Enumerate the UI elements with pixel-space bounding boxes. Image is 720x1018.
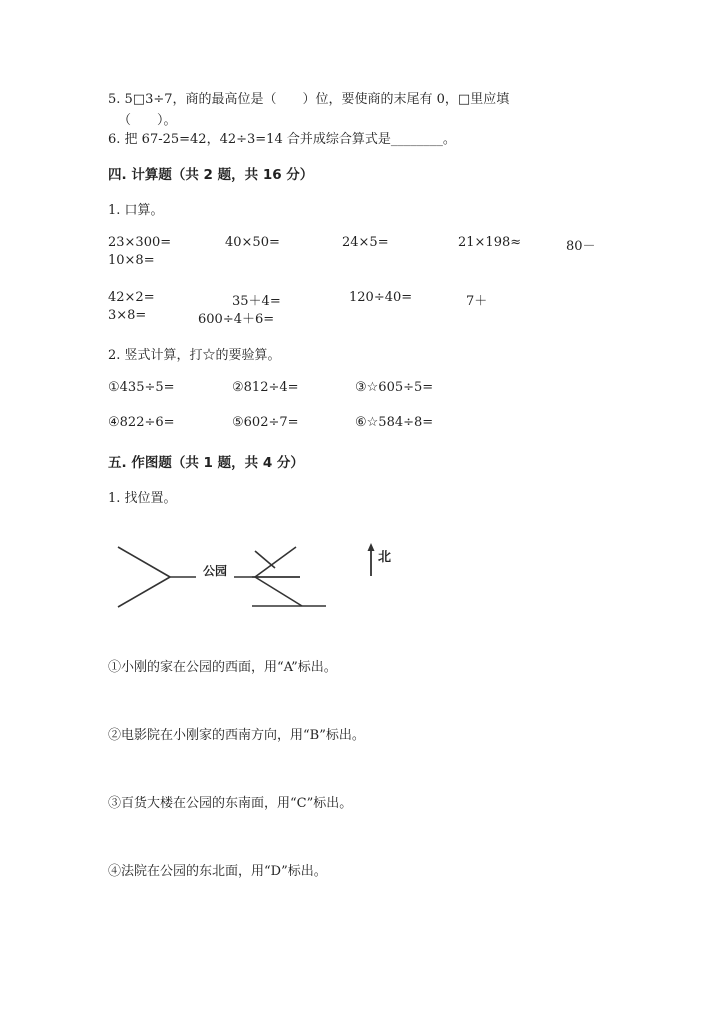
question-5-line2: （ ）。	[118, 113, 177, 128]
vertical-calc-item: ②812÷4=	[232, 380, 299, 395]
north-label: 北	[378, 550, 392, 565]
task-a: ①小刚的家在公园的西面，用“A”标出。	[108, 660, 337, 675]
vertical-calc-item: ⑤602÷7=	[232, 415, 299, 430]
oral-calc-item: 3×8=	[108, 308, 147, 323]
map-road-west-upper	[118, 547, 170, 577]
vertical-calc-title: 2. 竖式计算，打☆的要验算。	[108, 348, 281, 363]
oral-calc-item: 40×50=	[225, 235, 280, 250]
question-5-line1: 5. 5□3÷7，商的最高位是（ ）位，要使商的末尾有 0，□里应填	[108, 92, 510, 107]
oral-calc-item: 42×2=	[108, 290, 155, 305]
map-road-ne-lower	[255, 547, 296, 577]
section-4-heading: 四. 计算题（共 2 题，共 16 分）	[108, 167, 314, 183]
oral-calc-title: 1. 口算。	[108, 203, 164, 218]
oral-calc-item: 10×8=	[108, 253, 155, 268]
task-c: ③百货大楼在公园的东南面，用“C”标出。	[108, 796, 353, 811]
vertical-calc-item: ③☆605÷5=	[355, 380, 434, 395]
oral-calc-item: 600÷4＋6=	[198, 312, 275, 327]
question-6: 6. 把 67-25=42，42÷3=14 合并成综合算式是________。	[108, 132, 456, 147]
oral-calc-item: 35＋4=	[232, 294, 281, 309]
map-road-west-lower	[118, 577, 170, 607]
task-b: ②电影院在小刚家的西南方向，用“B”标出。	[108, 728, 365, 743]
oral-calc-item: 24×5=	[342, 235, 389, 250]
north-arrow-head	[368, 543, 375, 551]
vertical-calc-item: ⑥☆584÷8=	[355, 415, 434, 430]
task-d: ④法院在公园的东北面，用“D”标出。	[108, 864, 327, 879]
park-label: 公园	[202, 564, 228, 578]
vertical-calc-item: ④822÷6=	[108, 415, 175, 430]
oral-calc-item: 21×198≈	[458, 235, 522, 250]
section-5-heading: 五. 作图题（共 1 题，共 4 分）	[108, 455, 304, 471]
find-position-title: 1. 找位置。	[108, 491, 177, 506]
north-arrow	[364, 540, 404, 580]
oral-calc-item: 7＋	[466, 294, 488, 309]
oral-calc-item: 120÷40=	[349, 290, 413, 305]
vertical-calc-item: ①435÷5=	[108, 380, 175, 395]
oral-calc-item: 80－	[566, 239, 596, 254]
oral-calc-item: 23×300=	[108, 235, 172, 250]
map-road-se	[255, 577, 302, 606]
